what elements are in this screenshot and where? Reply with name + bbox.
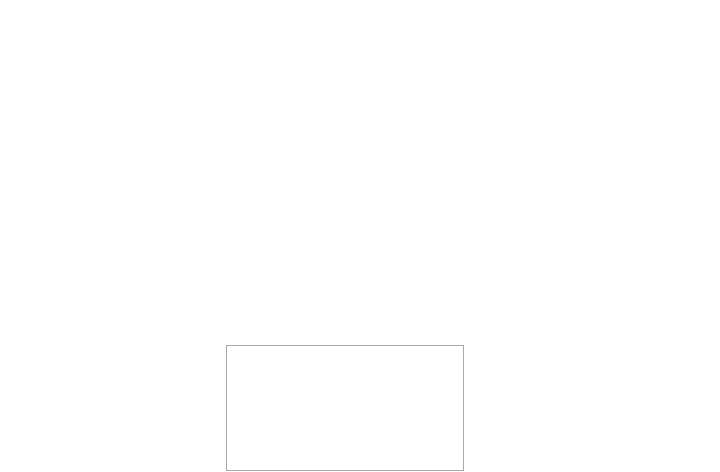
score-distribution-chart [226,345,464,471]
chart-svg [227,346,463,470]
